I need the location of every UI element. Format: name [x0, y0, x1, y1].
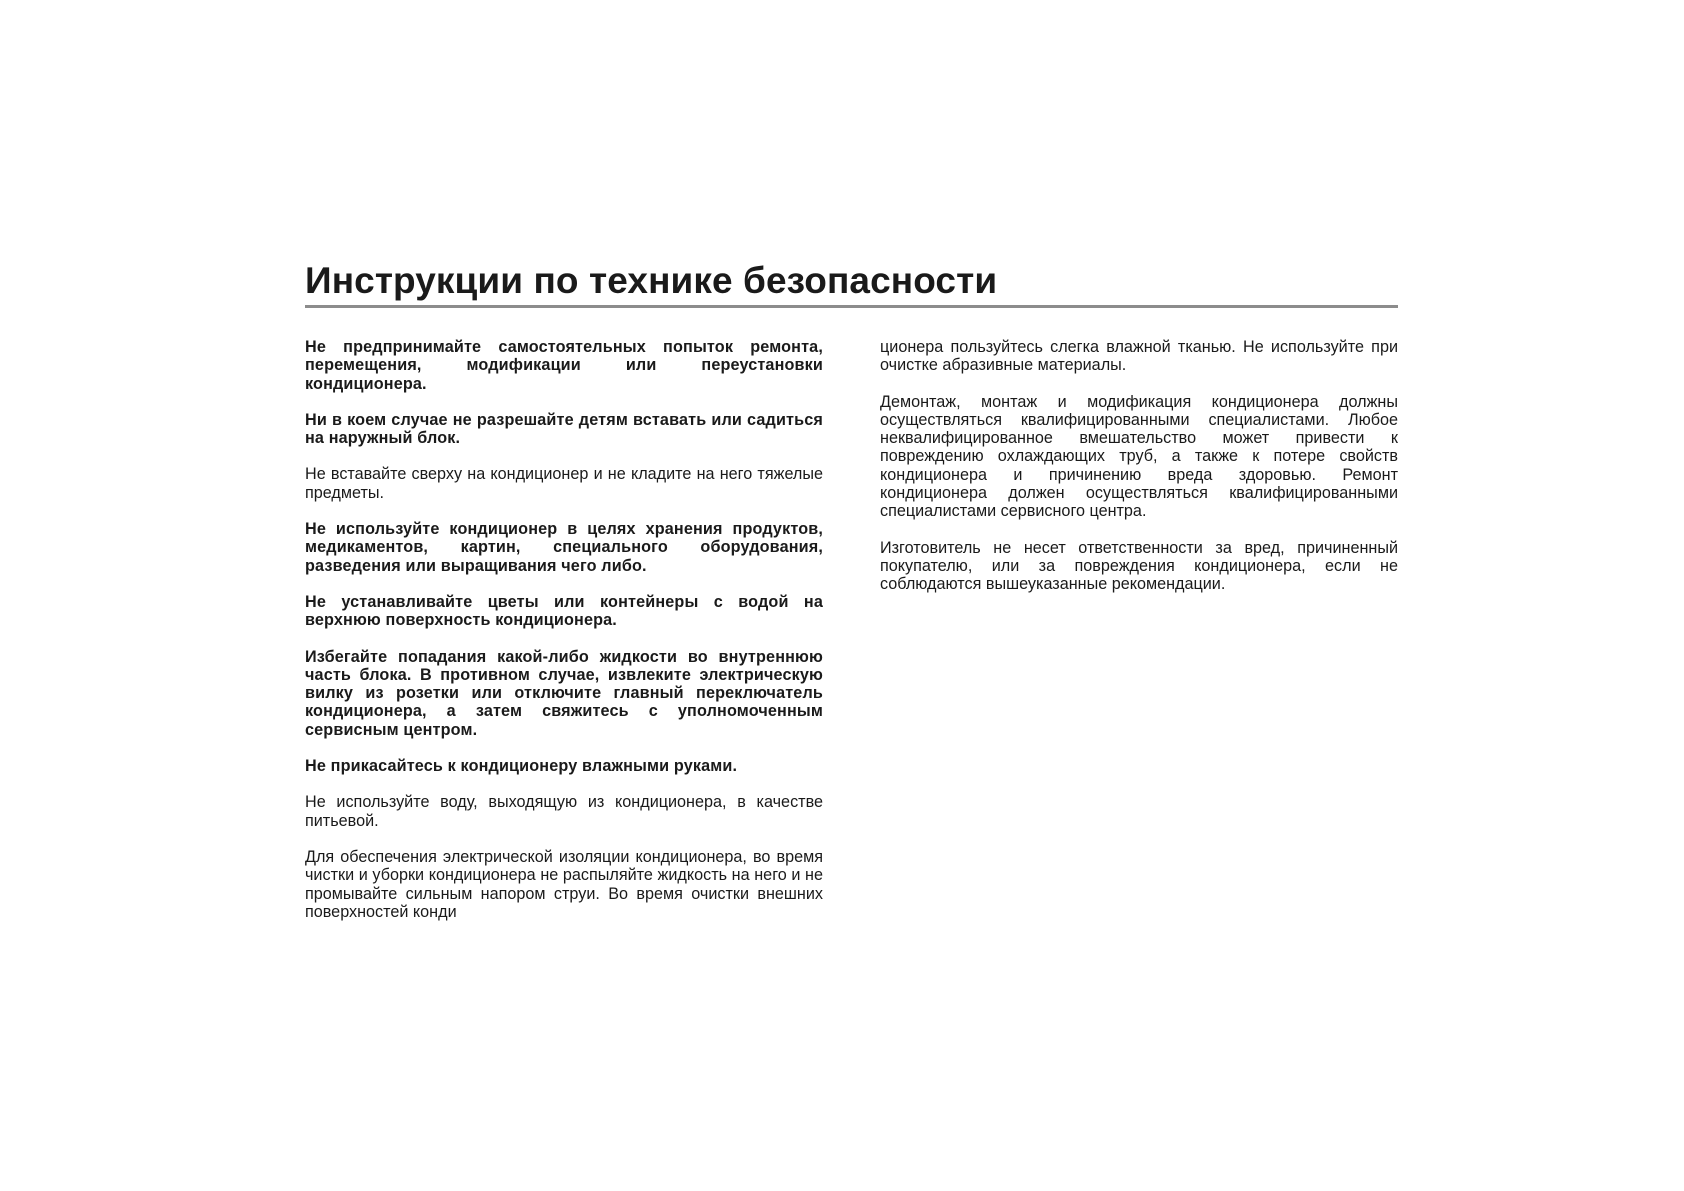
paragraph: Избегайте попадания какой-либо жидкости во внутреннюю часть блока. В противном случае, извлеките электрическую вилку из розетки или отключите главный переключатель кондиционера, а затем свяжитесь с уполномоченным сервисным центром. — [305, 647, 823, 739]
paragraph: Не прикасайтесь к кондиционеру влажными руками. — [305, 757, 738, 776]
paragraph: Не используйте кондиционер в целях хранения продуктов, медикаментов, картин, специального оборудования, разведения или выращивания чего либо. — [305, 520, 823, 575]
paragraph: Ни в коем случае не разрешайте детям вставать или садиться на наружный блок. — [305, 410, 823, 448]
page-title: Инструкции по технике безопасности — [305, 260, 998, 301]
right-column — [880, 338, 1398, 612]
paragraph: Не используйте воду, выходящую из кондиционера, в качестве питьевой. — [305, 793, 823, 830]
paragraph: Не вставайте сверху на кондиционер и не кладите на него тяжелые предметы. — [305, 465, 823, 502]
title-underline — [305, 305, 1398, 308]
paragraph: Демонтаж, монтаж и модификация кондиционера должны осуществляться квалифицированными специалистами. Любое неквалифицированное вмешательство может привести к повреждению охлаждающих труб, а также к потере свойств кондиционера и причинению вреда здоровью. Ремонт кондиционера должен осуществляться квалифицированными специалистами сервисного центра. — [880, 392, 1398, 521]
paragraph: Для обеспечения электрической изоляции кондиционера, во время чистки и уборки кондиционера не распыляйте жидкость на него и не промывайте сильным напором струи. Во время очистки внешних поверхностей конди — [305, 847, 823, 921]
paragraph: ционера пользуйтесь слегка влажной тканью. Не используйте при очистке абразивные материалы. — [880, 338, 1398, 375]
paragraph: Изготовитель не несет ответственности за вред, причиненный покупателю, или за повреждения кондиционера, если не соблюдаются вышеуказанные рекомендации. — [880, 538, 1398, 594]
document-page — [305, 258, 1398, 921]
left-column — [305, 338, 823, 939]
paragraph: Не устанавливайте цветы или контейнеры с водой на верхнюю поверхность кондиционера. — [305, 592, 823, 630]
paragraph: Не предпринимайте самостоятельных попыток ремонта, перемещения, модификации или переустановки кондиционера. — [305, 338, 823, 393]
